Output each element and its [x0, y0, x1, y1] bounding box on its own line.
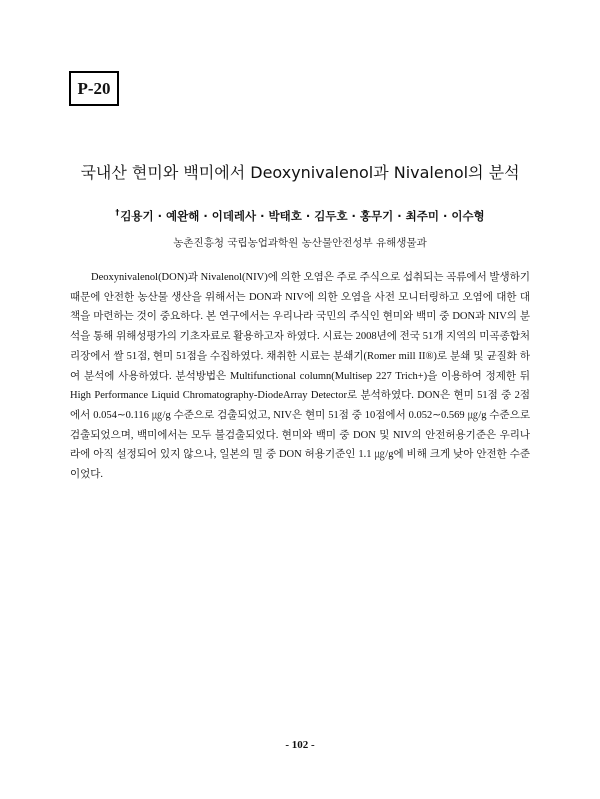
paper-title: 국내산 현미와 백미에서 Deoxynivalenol과 Nivalenol의 분석 [80, 163, 520, 182]
affiliation: 농촌진흥청 국립농업과학원 농산물안전성부 유해생물과 [173, 237, 427, 249]
page-number: - 102 - [285, 739, 315, 751]
author-list [40, 208, 560, 224]
poster-id-label: P-20 [77, 78, 111, 98]
poster-id-box [69, 71, 119, 106]
corresponding-author-marker: † [115, 208, 120, 217]
abstract-body: Deoxynivalenol(DON)과 Nivalenol(NIV)에 의한 오염은 주로 주식으로 섭취되는 곡류에서 발생하기 때문에 안전한 농산물 생산을 위해서는 DON과 NIV에 의한 오염을 사전 모니터링하고 오염에 대한 대책을 마련하는 것이 중요하다. 본 연구에서는 우리나라 국민의 주식인 현미와 백미 중 DON과 NIV의 분석을 통해 위해성평가의 기초자료로 활용하고자 하였다. 시료는 2008년에 전국 51개 지역의 미곡종합처리장에서 쌀 51점, 현미 51점을 수집하였다. 채취한 시료는 분쇄기(Romer mill II®)로 분쇄 및 균질화 하여 분석에 사용하였다. 분석방법은 Multifunctional column(Multisep 227 Trich+)을 이용하여 정제한 뒤 High Performance Liquid Chromatography-DiodeArray Detector로 분석하였다. DON은 현미 51점 중 2점에서 0.054∼0.116 ㎍/g 수준으로 검출되었고, NIV은 현미 51점 중 10점에서 0.052∼0.569 ㎍/g 수준으로 검출되었으며, 백미에서는 모두 불검출되었다. 현미와 백미 중 DON 및 NIV의 안전허용기준은 우리나라에 아직 설정되어 있지 않으나, 일본의 밀 중 DON 허용기준인 1.1 ㎍/g에 비해 크게 낮아 안전한 수준이었다. [70, 272, 530, 481]
author-names: 김용기 · 예완해 · 이데레사 · 박태호 · 김두호 · 홍무기 · 최주미 · 이수형 [120, 209, 485, 223]
